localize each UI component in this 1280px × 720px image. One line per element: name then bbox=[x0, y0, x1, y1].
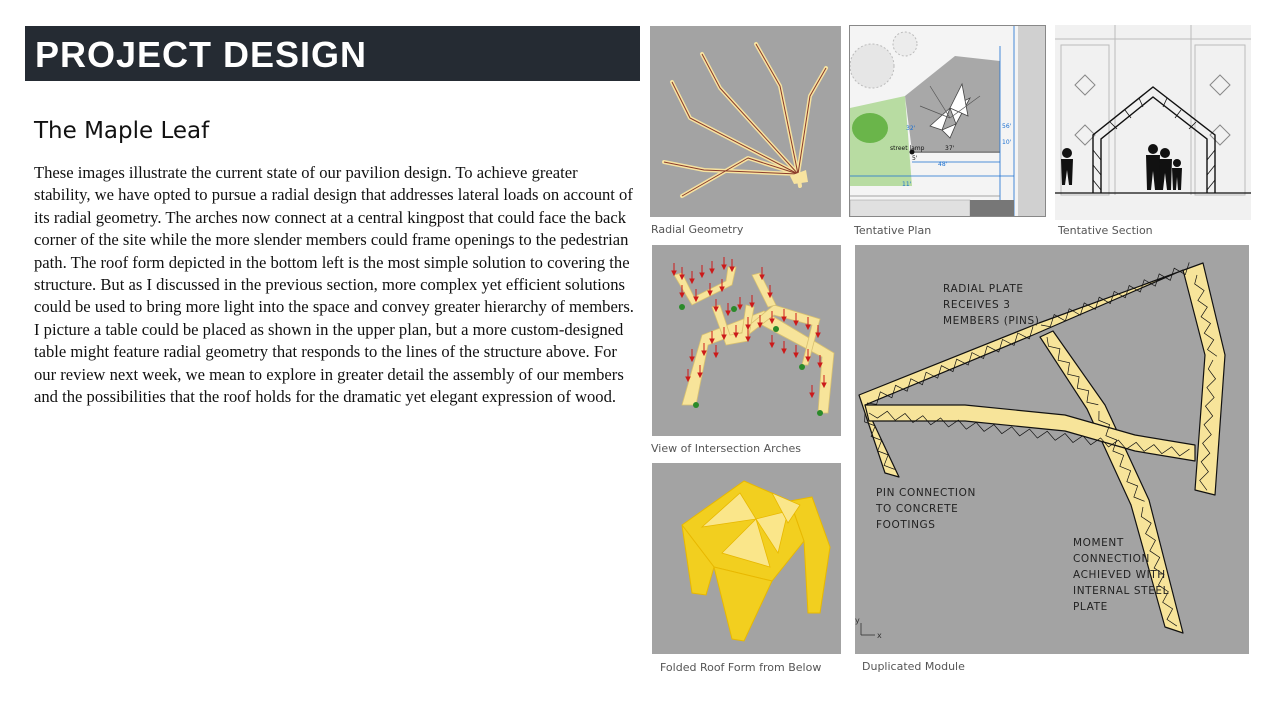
plan-label-48: 48' bbox=[938, 161, 948, 168]
caption-tentative-section: Tentative Section bbox=[1058, 224, 1153, 237]
annotation-line: PLATE bbox=[1073, 601, 1108, 613]
slide-subtitle: The Maple Leaf bbox=[34, 118, 210, 144]
annotation-moment-connection bbox=[1073, 535, 1169, 615]
annotation-line: FOOTINGS bbox=[876, 519, 936, 531]
caption-folded-roof: Folded Roof Form from Below bbox=[660, 661, 822, 674]
axis-label-x: x bbox=[877, 631, 882, 640]
axis-label-y: y bbox=[855, 616, 860, 625]
annotation-line: RADIAL PLATE bbox=[943, 283, 1024, 295]
plan-label-5: 5' bbox=[912, 155, 918, 162]
tentative-section-image bbox=[1055, 25, 1251, 220]
plan-label-56: 56' bbox=[1002, 123, 1012, 130]
annotation-line: CONNECTION bbox=[1073, 553, 1150, 565]
caption-duplicated-module: Duplicated Module bbox=[862, 660, 965, 673]
annotation-line: ACHIEVED WITH bbox=[1073, 569, 1166, 581]
annotation-line: MEMBERS (PINS) bbox=[943, 315, 1040, 327]
annotation-line: MOMENT bbox=[1073, 537, 1124, 549]
duplicated-module-image bbox=[855, 245, 1249, 654]
plan-label-11: 11' bbox=[902, 181, 912, 188]
plan-label-street-lamp: street lamp bbox=[890, 145, 925, 152]
folded-roof-image bbox=[652, 463, 841, 654]
annotation-line: INTERNAL STEEL bbox=[1073, 585, 1170, 597]
plan-label-10: 10' bbox=[1002, 139, 1012, 146]
annotation-pin-connection bbox=[876, 485, 976, 533]
plan-label-32: 32' bbox=[906, 125, 916, 132]
annotation-line: TO CONCRETE bbox=[876, 503, 959, 515]
plan-label-37: 37' bbox=[945, 145, 955, 152]
annotation-line: RECEIVES 3 bbox=[943, 299, 1011, 311]
body-paragraph: These images illustrate the current state of our pavilion design. To achieve greater stability, we have opted to pursue a radial design that addresses lateral loads on account of its radial geometry. The arches now connect at a central kingpost that could face the back corner of the site while the more slender members could frame openings to the pedestrian path. The roof form depicted in the bottom left is the most simple solution to covering the structure. But as I discussed in the previous section, more complex yet efficient solutions could be used to bring more light into the space and convey greater hierarchy of members. I picture a table could be placed as shown in the upper plan, but a more custom-designed table might feature radial geometry that responds to the lines of the structure above. For our review next week, we mean to explore in greater detail the assembly of our members and the possibilities that the roof holds for the dramatic yet elegant expression of wood. bbox=[34, 163, 634, 407]
annotation-radial-plate bbox=[943, 281, 1039, 329]
annotation-line: PIN CONNECTION bbox=[876, 487, 976, 499]
intersection-arches-image bbox=[652, 245, 841, 436]
caption-radial-geometry: Radial Geometry bbox=[651, 223, 744, 236]
caption-intersection-arches: View of Intersection Arches bbox=[651, 442, 801, 455]
tentative-plan-image bbox=[849, 25, 1046, 217]
title-bar bbox=[25, 26, 640, 81]
radial-geometry-image bbox=[650, 26, 841, 217]
slide-title: PROJECT DESIGN bbox=[35, 34, 368, 75]
caption-tentative-plan: Tentative Plan bbox=[854, 224, 932, 237]
